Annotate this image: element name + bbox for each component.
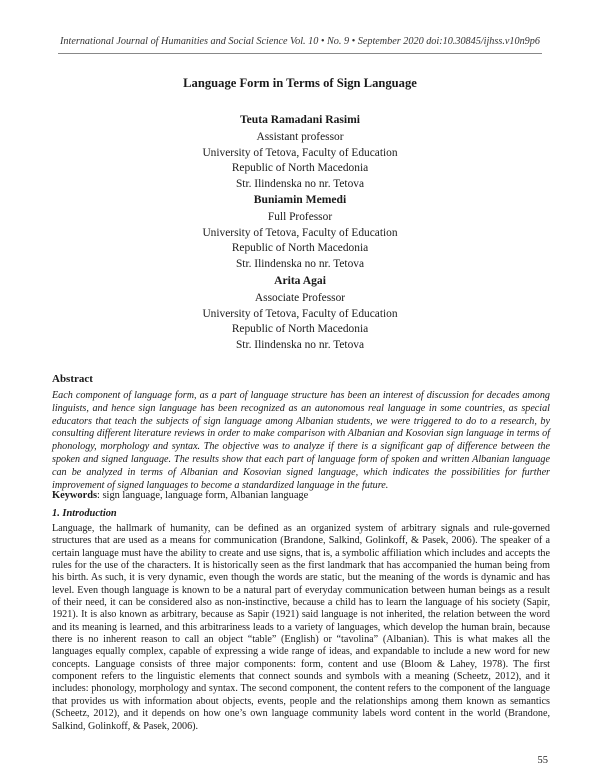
abstract-text: Each component of language form, as a part of language structure has been an interest of discussion for decades among linguists, and hence sign language has been recognized as an autonomous real language in some countries, as special educators that teach the subjects of sign language among Albanian students, we were triggered to do to a research, by consulting different literature reviews in order to make comparison with Albanian and Kosovian sign language in terms of phonology, morphology and syntax. The objective was to analyze if there is a significant gap of difference between the spoken and signed language. The results show that each part of language form of spoken and written Albanian language can be analyzed in terms of Albanian and Kosovian signed language, which indicates the possibilities for further improvement of signed languages to become a standardized language in the future.: [52, 390, 550, 491]
author-block-3: [0, 273, 600, 353]
author-affiliation: University of Tetova, Faculty of Education: [202, 146, 398, 159]
abstract-heading: Abstract: [52, 373, 93, 385]
running-header: International Journal of Humanities and Social Science Vol. 10 • No. 9 • September 2020 doi:10.30845/ijhss.v10n9p6: [60, 36, 540, 47]
author-country: Republic of North Macedonia: [231, 162, 369, 175]
keywords-label: Keywords: [52, 490, 98, 501]
page-number: 55: [537, 755, 548, 766]
author-affiliation: University of Tetova, Faculty of Education: [202, 307, 398, 320]
section-title: Introduction: [59, 508, 117, 519]
author-country: Republic of North Macedonia: [231, 242, 369, 255]
author-address: Str. Ilindenska no nr. Tetova: [235, 338, 365, 351]
author-affiliation: University of Tetova, Faculty of Education: [202, 226, 398, 239]
paper-title: Language Form in Terms of Sign Language: [183, 76, 417, 90]
section-number: 1.: [52, 508, 60, 519]
introduction-paragraph: Language, the hallmark of humanity, can be defined as an organized system of arbitrary signals and rule-governed structures that are used as a means for communication (Brandone, Salkind, Golinkoff, & Pasek, 2006). The speaker of a certain language must have the ability to create and use signs, that is, a symbolic affiliation which includes and accepts the rules for the use of the characters. It is historically seen as the first landmark that has accompanied the human being from his birth. As such, it is very dynamic, even though the words are static, but the meaning of the words is dynamic and has level. Even though language is known to be a natural part of everyday communication between human beings as a result of their need, it can be considered also as non-instinctive, because a child has to learn the language of his society (Sapir, 1921). It is also known as arbitrary, because as Sapir (1921) said language is not inherited, the relation between the word and its meaning is learned, and this arbitrariness leads to a variety of languages, which develop the human brain, because there is no inherent reason to call an object “table” (English) or “tavolina” (Albanian). This is what makes all the languages equally complex, capable of expressing a wide range of ideas, and expandable to include a new word for new concepts. Language consists of three major components: form, content and use (Bloom & Lahey, 1978). The first component refers to the linguistic elements that connect sounds and symbols with a meaning (Scheetz, 2012), and it includes: phonology, morphology and syntax. The second component, the content refers to the component of the language that provides us with information about objects, events, people and the relationships among them known as semantics (Scheetz, 2012), and it depends on how one’s own language community labels word content in the world (Brandone, Salkind, Golinkoff, & Pasek, 2006).: [52, 523, 550, 732]
author-block-2: [0, 192, 600, 272]
header-rule: [58, 53, 542, 54]
author-role: Associate Professor: [254, 292, 346, 305]
keywords-line: [52, 490, 550, 501]
author-block-1: [0, 112, 600, 192]
author-country: Republic of North Macedonia: [231, 323, 369, 336]
section-heading: [52, 508, 117, 519]
author-address: Str. Ilindenska no nr. Tetova: [235, 177, 365, 190]
author-role: Assistant professor: [256, 131, 344, 144]
author-name: Arita Agai: [274, 274, 326, 287]
author-name: Buniamin Memedi: [253, 193, 347, 206]
author-name: Teuta Ramadani Rasimi: [239, 113, 361, 126]
author-address: Str. Ilindenska no nr. Tetova: [235, 257, 365, 270]
keywords-text: : sign language, language form, Albanian language: [97, 490, 309, 501]
author-role: Full Professor: [267, 211, 333, 224]
